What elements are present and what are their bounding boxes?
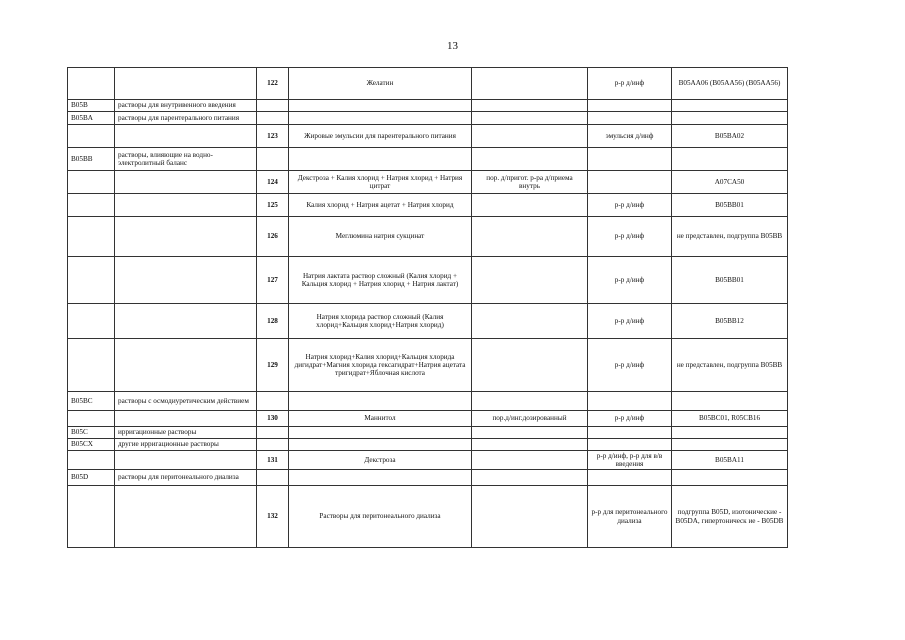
table-row bbox=[68, 411, 788, 427]
atc-code-cell: B05BA bbox=[68, 112, 115, 125]
item-number-cell: 127 bbox=[257, 257, 289, 304]
dosage-form-cell: р-р д/инф bbox=[588, 411, 672, 427]
release-form-alt-cell bbox=[472, 486, 588, 548]
atc-code-cell bbox=[68, 304, 115, 339]
drug-name-cell: Натрия лактата раствор сложный (Калия хлорид + Кальция хлорид + Натрия хлорид + Натрия лактат) bbox=[289, 257, 472, 304]
group-name-cell bbox=[115, 411, 257, 427]
atc-classification-cell bbox=[672, 392, 788, 411]
drug-name-cell: Натрия хлорид+Калия хлорид+Кальция хлорида дигидрат+Магния хлорида гексагидрат+Натрия ацетата тригидрат+Яблочная кислота bbox=[289, 339, 472, 392]
item-number-cell: 130 bbox=[257, 411, 289, 427]
group-name-cell: другие ирригационные растворы bbox=[115, 439, 257, 451]
drug-name-cell: Жировые эмульсии для парентерального питания bbox=[289, 125, 472, 148]
table-body bbox=[68, 68, 788, 548]
atc-code-cell bbox=[68, 171, 115, 194]
item-number-cell bbox=[257, 427, 289, 439]
atc-classification-cell: B05BB12 bbox=[672, 304, 788, 339]
atc-code-cell bbox=[68, 339, 115, 392]
group-name-cell: растворы для перитонеального диализа bbox=[115, 470, 257, 486]
table-row bbox=[68, 470, 788, 486]
atc-code-cell bbox=[68, 194, 115, 217]
table-row bbox=[68, 125, 788, 148]
dosage-form-cell: р-р д/инф bbox=[588, 217, 672, 257]
release-form-alt-cell bbox=[472, 392, 588, 411]
atc-classification-cell: подгруппа B05D, изотонические - B05DA, гипертоничеcк ие - B05DB bbox=[672, 486, 788, 548]
table-row bbox=[68, 439, 788, 451]
atc-code-cell bbox=[68, 217, 115, 257]
release-form-alt-cell bbox=[472, 148, 588, 171]
atc-code-cell: B05B bbox=[68, 100, 115, 112]
item-number-cell: 125 bbox=[257, 194, 289, 217]
atc-classification-cell: B05BB01 bbox=[672, 257, 788, 304]
group-name-cell: растворы с осмодиуретическим действием bbox=[115, 392, 257, 411]
dosage-form-cell bbox=[588, 470, 672, 486]
item-number-cell bbox=[257, 392, 289, 411]
group-name-cell bbox=[115, 194, 257, 217]
group-name-cell: растворы для внутривенного введения bbox=[115, 100, 257, 112]
table-row bbox=[68, 171, 788, 194]
drug-name-cell: Маннитол bbox=[289, 411, 472, 427]
atc-code-cell bbox=[68, 125, 115, 148]
dosage-form-cell bbox=[588, 392, 672, 411]
release-form-alt-cell bbox=[472, 100, 588, 112]
group-name-cell bbox=[115, 486, 257, 548]
medicines-table bbox=[67, 67, 788, 548]
dosage-form-cell bbox=[588, 427, 672, 439]
drug-name-cell bbox=[289, 112, 472, 125]
dosage-form-cell: р-р д/инф bbox=[588, 304, 672, 339]
dosage-form-cell bbox=[588, 148, 672, 171]
atc-classification-cell: A07CA50 bbox=[672, 171, 788, 194]
table-row bbox=[68, 451, 788, 470]
atc-code-cell: B05CX bbox=[68, 439, 115, 451]
dosage-form-cell: р-р д/инф, р-р для в/в введения bbox=[588, 451, 672, 470]
group-name-cell bbox=[115, 257, 257, 304]
item-number-cell: 124 bbox=[257, 171, 289, 194]
item-number-cell: 131 bbox=[257, 451, 289, 470]
dosage-form-cell: р-р для перитонеального диализа bbox=[588, 486, 672, 548]
item-number-cell: 122 bbox=[257, 68, 289, 100]
group-name-cell bbox=[115, 125, 257, 148]
table-row bbox=[68, 257, 788, 304]
item-number-cell bbox=[257, 148, 289, 171]
atc-classification-cell: B05BA11 bbox=[672, 451, 788, 470]
dosage-form-cell bbox=[588, 100, 672, 112]
release-form-alt-cell: пор. д/пригот. р-ра д/приема внутрь bbox=[472, 171, 588, 194]
atc-code-cell: B05D bbox=[68, 470, 115, 486]
group-name-cell: ирригационные растворы bbox=[115, 427, 257, 439]
release-form-alt-cell bbox=[472, 304, 588, 339]
atc-code-cell: B05C bbox=[68, 427, 115, 439]
atc-classification-cell bbox=[672, 439, 788, 451]
dosage-form-cell bbox=[588, 112, 672, 125]
item-number-cell bbox=[257, 100, 289, 112]
drug-name-cell: Желатин bbox=[289, 68, 472, 100]
table-row bbox=[68, 392, 788, 411]
group-name-cell bbox=[115, 217, 257, 257]
page-number: 13 bbox=[447, 40, 458, 52]
item-number-cell: 128 bbox=[257, 304, 289, 339]
group-name-cell bbox=[115, 171, 257, 194]
drug-name-cell: Декстроза + Калия хлорид + Натрия хлорид + Натрия цитрат bbox=[289, 171, 472, 194]
item-number-cell: 132 bbox=[257, 486, 289, 548]
atc-classification-cell: не представлен, подгруппа B05BB bbox=[672, 217, 788, 257]
drug-name-cell bbox=[289, 100, 472, 112]
group-name-cell: растворы для парентерального питания bbox=[115, 112, 257, 125]
group-name-cell bbox=[115, 339, 257, 392]
table-row bbox=[68, 339, 788, 392]
drug-name-cell: Калия хлорид + Натрия ацетат + Натрия хлорид bbox=[289, 194, 472, 217]
dosage-form-cell: р-р д/инф bbox=[588, 68, 672, 100]
drug-name-cell: Растворы для перитонеального диализа bbox=[289, 486, 472, 548]
release-form-alt-cell bbox=[472, 194, 588, 217]
group-name-cell bbox=[115, 451, 257, 470]
drug-name-cell bbox=[289, 470, 472, 486]
atc-code-cell bbox=[68, 257, 115, 304]
group-name-cell bbox=[115, 304, 257, 339]
item-number-cell bbox=[257, 439, 289, 451]
item-number-cell bbox=[257, 470, 289, 486]
release-form-alt-cell bbox=[472, 257, 588, 304]
item-number-cell bbox=[257, 112, 289, 125]
drug-name-cell bbox=[289, 392, 472, 411]
release-form-alt-cell bbox=[472, 112, 588, 125]
release-form-alt-cell bbox=[472, 439, 588, 451]
release-form-alt-cell bbox=[472, 125, 588, 148]
atc-classification-cell: B05AA06 (B05AA56) (B05AA56) bbox=[672, 68, 788, 100]
item-number-cell: 129 bbox=[257, 339, 289, 392]
group-name-cell: растворы, влияющие на водно-электролитный баланс bbox=[115, 148, 257, 171]
release-form-alt-cell bbox=[472, 68, 588, 100]
table-row bbox=[68, 217, 788, 257]
release-form-alt-cell bbox=[472, 217, 588, 257]
dosage-form-cell bbox=[588, 439, 672, 451]
atc-code-cell: B05BB bbox=[68, 148, 115, 171]
drug-name-cell bbox=[289, 148, 472, 171]
atc-classification-cell bbox=[672, 112, 788, 125]
drug-name-cell: Меглюмина натрия сукцинат bbox=[289, 217, 472, 257]
dosage-form-cell: эмульсия д/инф bbox=[588, 125, 672, 148]
atc-classification-cell bbox=[672, 100, 788, 112]
drug-name-cell bbox=[289, 427, 472, 439]
release-form-alt-cell bbox=[472, 427, 588, 439]
drug-name-cell bbox=[289, 439, 472, 451]
table-row bbox=[68, 68, 788, 100]
table-row bbox=[68, 100, 788, 112]
release-form-alt-cell bbox=[472, 470, 588, 486]
atc-code-cell bbox=[68, 411, 115, 427]
item-number-cell: 123 bbox=[257, 125, 289, 148]
table-row bbox=[68, 304, 788, 339]
atc-code-cell bbox=[68, 68, 115, 100]
release-form-alt-cell bbox=[472, 339, 588, 392]
drug-name-cell: Декстроза bbox=[289, 451, 472, 470]
table-row bbox=[68, 112, 788, 125]
release-form-alt-cell: пор.д/инг.дозированный bbox=[472, 411, 588, 427]
atc-classification-cell bbox=[672, 470, 788, 486]
item-number-cell: 126 bbox=[257, 217, 289, 257]
table-row bbox=[68, 194, 788, 217]
dosage-form-cell bbox=[588, 171, 672, 194]
table-row bbox=[68, 148, 788, 171]
atc-classification-cell: B05BA02 bbox=[672, 125, 788, 148]
atc-code-cell bbox=[68, 451, 115, 470]
group-name-cell bbox=[115, 68, 257, 100]
drug-name-cell: Натрия хлорида раствор сложный (Калия хлорид+Кальция хлорид+Натрия хлорид) bbox=[289, 304, 472, 339]
dosage-form-cell: р-р д/инф bbox=[588, 257, 672, 304]
atc-code-cell: B05BC bbox=[68, 392, 115, 411]
dosage-form-cell: р-р д/инф bbox=[588, 339, 672, 392]
atc-classification-cell bbox=[672, 427, 788, 439]
atc-classification-cell: B05BC01, R05CB16 bbox=[672, 411, 788, 427]
atc-classification-cell bbox=[672, 148, 788, 171]
table-row bbox=[68, 486, 788, 548]
atc-classification-cell: не представлен, подгруппа B05BB bbox=[672, 339, 788, 392]
dosage-form-cell: р-р д/инф bbox=[588, 194, 672, 217]
table-row bbox=[68, 427, 788, 439]
release-form-alt-cell bbox=[472, 451, 588, 470]
atc-classification-cell: B05BB01 bbox=[672, 194, 788, 217]
atc-code-cell bbox=[68, 486, 115, 548]
